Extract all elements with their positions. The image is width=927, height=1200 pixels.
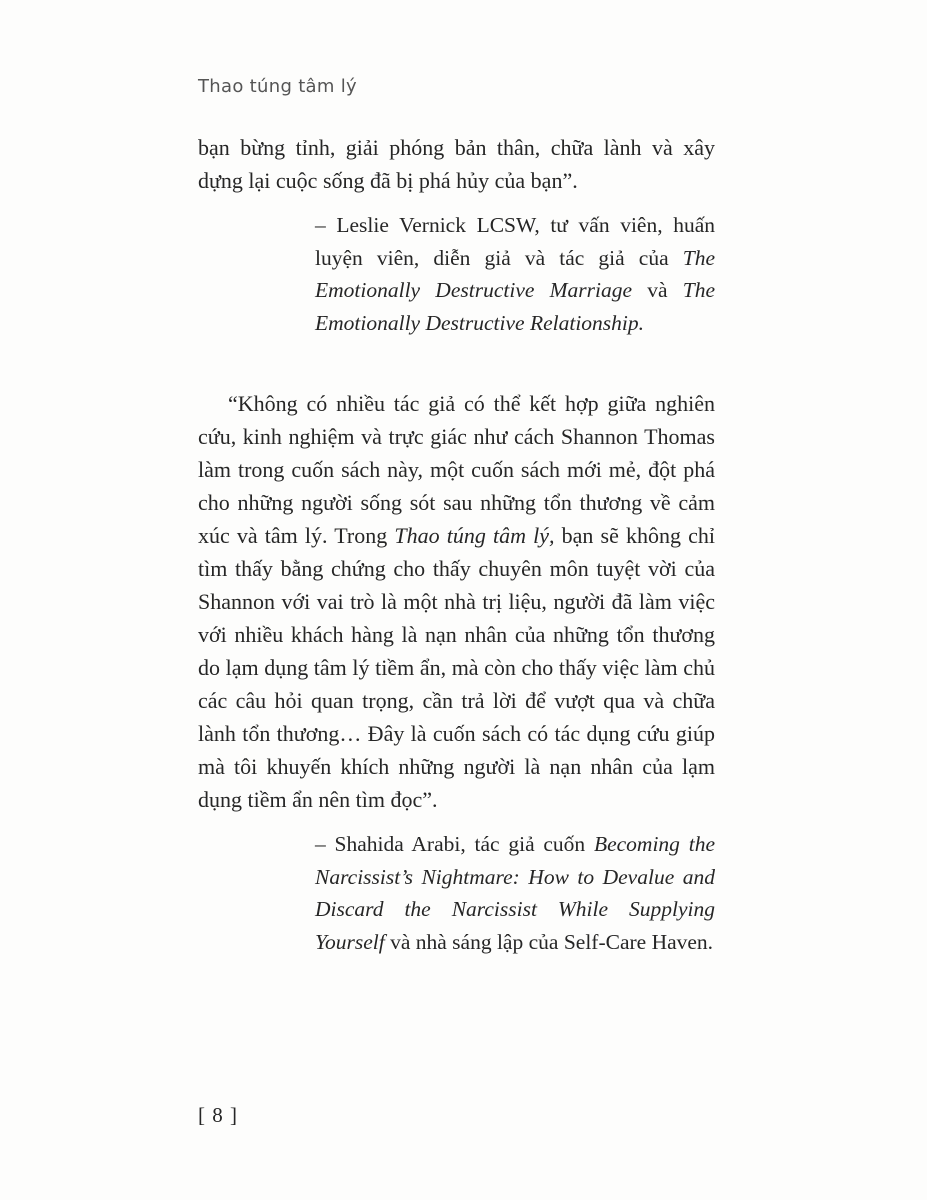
body-text: [198, 131, 715, 958]
quote-1-text: bạn bừng tỉnh, giải phóng bản thân, chữa lành và xây dựng lại cuộc sống đã bị phá hủy của bạn”.: [198, 135, 715, 193]
paragraph-gap: [198, 339, 715, 387]
quote-2-text-part-2: bạn sẽ không chỉ tìm thấy bằng chứng cho thấy chuyên môn tuyệt vời của Shannon với vai trò là một nhà trị liệu, người đã làm việc với nhiều khách hàng là nạn nhân của những tổn thương do lạm dụng tâm lý tiềm ẩn, mà còn cho thấy việc làm chủ các câu hỏi quan trọng, cần trả lời để vượt qua và chữa lành tổn thương… Đây là cuốn sách có tác dụng cứu giúp mà tôi khuyến khích những người là nạn nhân của lạm dụng tiềm ẩn nên tìm đọc”.: [198, 523, 716, 812]
paragraph-quote-1: [198, 131, 715, 197]
paragraph-quote-2: [198, 387, 715, 816]
attribution-1-text-1: – Leslie Vernick LCSW, tư vấn viên, huấn luyện viên, diễn giả và tác giả của: [315, 213, 715, 270]
attribution-1-book-title-1: The Emotionally Destructive Marriage: [315, 245, 715, 302]
quote-2-book-title: Thao túng tâm lý,: [394, 523, 555, 548]
attribution-2-text-2: và nhà sáng lập của Self-Care Haven.: [384, 929, 714, 954]
attribution-1-text-2: và: [632, 278, 683, 302]
attribution-1-book-title-2: The Emotionally Destructive Relationship.: [315, 278, 715, 335]
quote-2-text-part-1: “Không có nhiều tác giả có thể kết hợp giữa nghiên cứu, kinh nghiệm và trực giác như cách Shannon Thomas làm trong cuốn sách này, một cuốn sách mới mẻ, đột phá cho những người sống sót sau những tổn thương về cảm xúc và tâm lý. Trong: [198, 391, 715, 548]
running-head: Thao túng tâm lý: [198, 76, 357, 97]
attribution-2-book-title: Becoming the Narcissist’s Nightmare: How to Devalue and Discard the Narcissist While Supplying Yourself: [315, 832, 715, 954]
attribution-2-text-1: – Shahida Arabi, tác giả cuốn: [315, 832, 594, 856]
attribution-leslie-vernick: [315, 209, 715, 339]
page-number: [ 8 ]: [198, 1103, 238, 1127]
attribution-shahida-arabi: [315, 828, 715, 958]
